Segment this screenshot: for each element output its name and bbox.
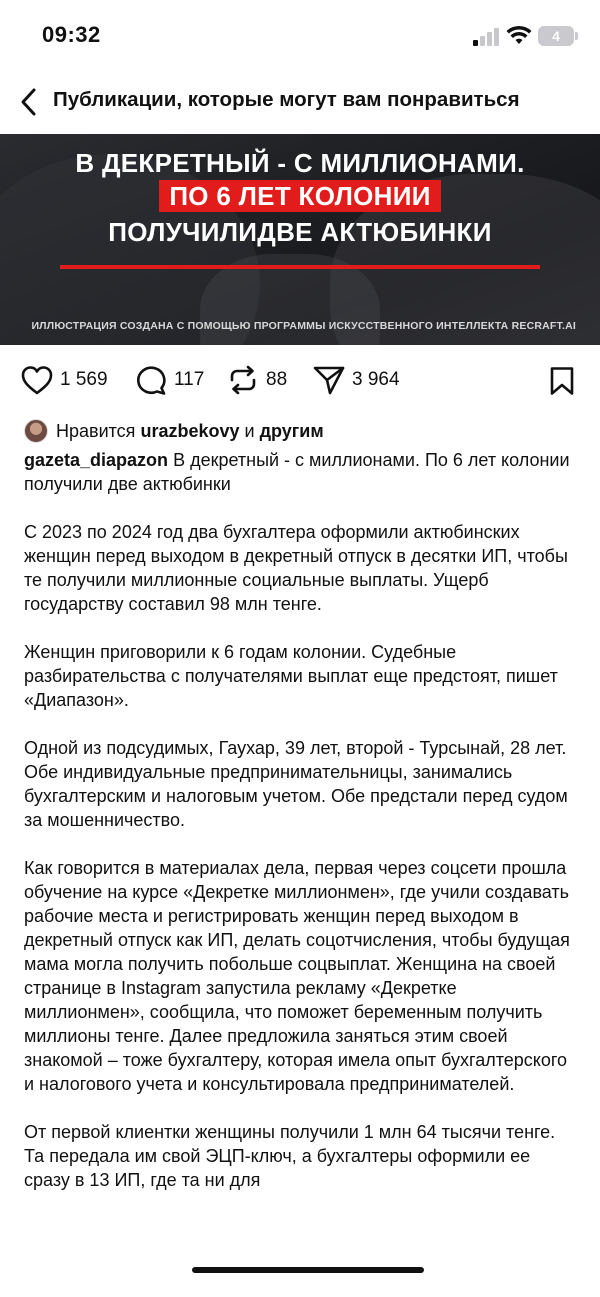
battery-tip [575, 32, 578, 40]
bookmark-icon [548, 366, 576, 396]
home-indicator [192, 1267, 424, 1273]
likes-summary[interactable] [24, 418, 324, 444]
caption-paragraph: С 2023 по 2024 год два бухгалтера оформили актюбинских женщин перед выходом в декретный отпуск в десятки ИП, чтобы те получили миллионные социальные выплаты. Ущерб государству составил 98 млн тенге. [24, 522, 568, 614]
back-button[interactable] [16, 86, 42, 118]
caption-paragraph: Женщин приговорили к 6 годам колонии. Судебные разбирательства с получателями выплат еще предстоят, пишет «Диапазон». [24, 642, 558, 710]
repost-button[interactable] [226, 364, 287, 396]
image-credit-caption: ИЛЛЮСТРАЦИЯ СОЗДАНА С ПОМОЩЬЮ ПРОГРАММЫ ИСКУССТВЕННОГО ИНТЕЛЛЕКТА RECRAFT.AI [31, 320, 576, 332]
cellular-signal-icon [473, 28, 501, 46]
post-actions-bar [0, 360, 600, 400]
chevron-left-icon [16, 86, 42, 118]
wifi-icon [506, 25, 532, 45]
send-icon [312, 364, 346, 396]
comment-count: 117 [174, 369, 205, 390]
status-bar [0, 0, 600, 70]
caption-lead: В декретный - с миллионами. По 6 лет колонии получили две актюбинки [24, 450, 570, 494]
likes-conjunction: и [244, 420, 255, 441]
battery-icon: 4 [538, 26, 574, 46]
liker-username[interactable]: urazbekovy [140, 420, 240, 441]
image-headline-line-2 [0, 181, 600, 212]
share-count: 3 964 [352, 369, 400, 390]
nav-header [0, 80, 600, 124]
like-button[interactable] [20, 364, 108, 396]
heart-icon [20, 364, 54, 396]
page-title: Публикации, которые могут вам понравиться [53, 88, 520, 111]
comment-button[interactable] [134, 364, 204, 396]
status-time: 09:32 [42, 22, 101, 47]
save-button[interactable] [548, 366, 576, 401]
image-headline-highlight: ПО 6 ЛЕТ КОЛОНИИ [159, 180, 440, 212]
repost-icon [226, 364, 260, 396]
like-count: 1 569 [60, 369, 108, 390]
repost-count: 88 [266, 369, 288, 390]
image-headline-line-1: В ДЕКРЕТНЫЙ - С МИЛЛИОНАМИ. [75, 148, 525, 178]
likes-others-link[interactable]: другим [259, 420, 324, 441]
caption-paragraph: Как говорится в материалах дела, первая через соцсети прошла обучение на курсе «Декретке миллионмен», где учили создавать рабочие места и регистрировать женщин перед выходом в декретный отпуск как ИП, делать соцотчисления, чтобы будущая мама могла получить побольше соцвыплат. Женщина на своей странице в Instagram запустила рекламу «Декретке миллионмен», сообщила, что поможет беременным получить миллионы тенге. Далее предложила заняться этим своей знакомой – тоже бухгалтеру, которая имела опыт бухгалтерского и налогового учета и консультировала предпринимателей. [24, 858, 570, 1094]
share-button[interactable] [312, 364, 400, 396]
caption-paragraph: Одной из подсудимых, Гаухар, 39 лет, второй - Турсынай, 28 лет. Обе индивидуальные предпринимательницы, занимались бухгалтерским и налоговым учетом. Обе предстали перед судом за мошенничество. [24, 738, 568, 830]
image-red-rule [60, 265, 540, 269]
post-image[interactable] [0, 134, 600, 345]
caption-first-line [24, 448, 580, 496]
author-username[interactable]: gazeta_diapazon [24, 450, 169, 470]
post-caption [24, 448, 580, 1216]
caption-paragraph: От первой клиентки женщины получили 1 млн 64 тысячи тенге. Та передала им свой ЭЦП-ключ, а бухгалтеры оформили ее сразу в 13 ИП, где та ни для [24, 1122, 556, 1190]
image-headline-line-3: ПОЛУЧИЛИДВЕ АКТЮБИНКИ [108, 217, 492, 247]
comment-icon [134, 364, 168, 396]
avatar[interactable] [24, 419, 48, 443]
likes-prefix: Нравится [56, 420, 136, 441]
